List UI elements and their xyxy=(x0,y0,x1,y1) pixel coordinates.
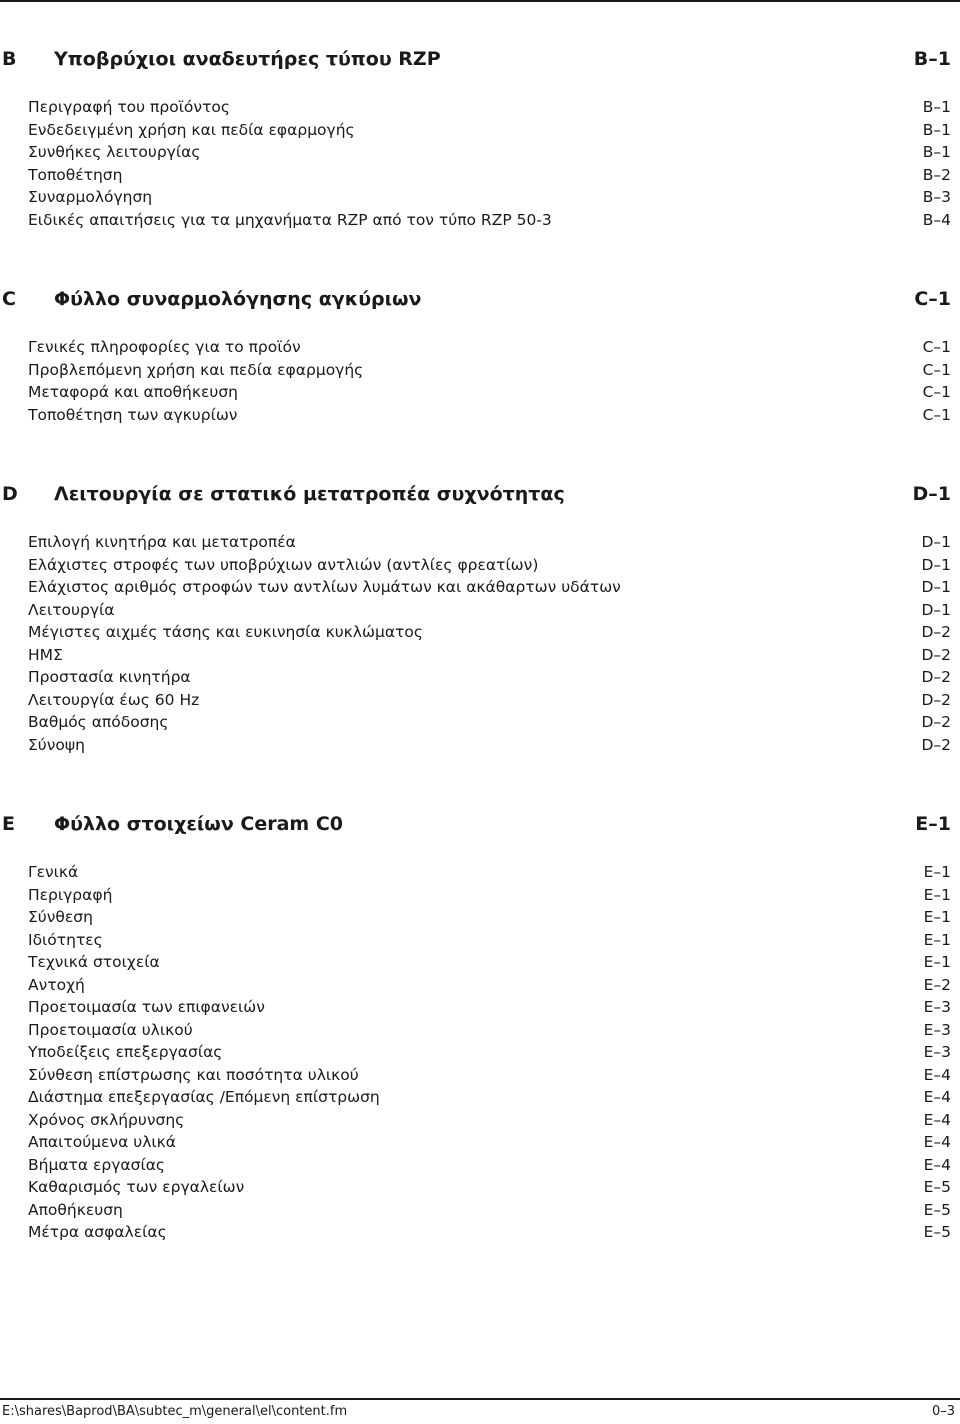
toc-entry-title: Σύνοψη xyxy=(28,735,85,754)
toc-entry-page: E–2 xyxy=(923,975,951,994)
section-title: Λειτουργία σε στατικό μετατροπέα συχνότητας xyxy=(54,483,565,505)
toc-entry[interactable] xyxy=(0,1064,960,1087)
toc-entry[interactable] xyxy=(0,141,960,164)
toc-entry[interactable] xyxy=(0,186,960,209)
footer-page-number: 0–3 xyxy=(931,1404,955,1419)
toc-entry[interactable] xyxy=(0,689,960,712)
toc-entry-page: E–5 xyxy=(923,1178,951,1196)
toc-entry-title: Ελάχιστες στροφές των υποβρύχιων αντλιών (αντλίες φρεατίων) xyxy=(28,555,539,574)
section-header[interactable] xyxy=(0,479,960,513)
toc-entry[interactable] xyxy=(0,621,960,644)
toc-entry-title: Ελάχιστος αριθμός στροφών των αντλίων λυμάτων και ακάθαρτων υδάτων xyxy=(28,578,621,596)
toc-entry-title: Γενικές πληροφορίες για το προϊόν xyxy=(28,338,301,356)
toc-entry-list xyxy=(0,336,960,426)
toc-entry-title: Καθαρισμός των εργαλείων xyxy=(28,1178,245,1196)
toc-entry-page: B–3 xyxy=(922,188,951,206)
toc-entry-page: D–2 xyxy=(921,623,951,641)
toc-entry-page: E–1 xyxy=(923,885,951,904)
section-title: Φύλλο συναρμολόγησης αγκύριων xyxy=(54,288,422,310)
toc-entry-page: B–2 xyxy=(922,165,951,184)
section-page-number: C–1 xyxy=(914,288,951,310)
footer-file-path: E:\shares\Baprod\BA\subtec_m\general\el\content.fm xyxy=(2,1404,348,1419)
section-page-number: D–1 xyxy=(912,483,951,505)
toc-entry[interactable] xyxy=(0,1131,960,1154)
toc-entry[interactable] xyxy=(0,576,960,599)
section-title: Υποβρύχιοι αναδευτήρες τύπου RZP xyxy=(54,48,441,70)
toc-entry[interactable] xyxy=(0,861,960,884)
toc-entry-page: D–1 xyxy=(921,555,951,574)
toc-entry-title: Λειτουργία xyxy=(28,600,115,619)
toc-entry-title: Συναρμολόγηση xyxy=(28,188,153,206)
toc-entry-page: C–1 xyxy=(922,360,951,379)
section-header[interactable] xyxy=(0,809,960,843)
toc-entry-page: D–1 xyxy=(921,578,951,596)
toc-entry-page: E–1 xyxy=(923,953,951,971)
toc-entry-page: E–4 xyxy=(923,1088,951,1106)
toc-entry-title: Μέγιστες αιχμές τάσης και ευκινησία κυκλώματος xyxy=(28,623,423,641)
toc-entry-page: E–4 xyxy=(923,1155,951,1174)
toc-entry-list xyxy=(0,531,960,756)
toc-entry[interactable] xyxy=(0,1154,960,1177)
toc-entry-title: Χρόνος σκλήρυνσης xyxy=(28,1110,185,1129)
section-page-number: B–1 xyxy=(913,48,951,70)
toc-entry[interactable] xyxy=(0,644,960,667)
footer-rule xyxy=(0,1398,960,1400)
toc-entry-title: Μεταφορά και αποθήκευση xyxy=(28,383,238,401)
section-page-number: E–1 xyxy=(915,813,951,835)
toc-entry-page: E–1 xyxy=(923,908,951,926)
toc-entry-title: ΗΜΣ xyxy=(28,645,63,664)
toc-entry[interactable] xyxy=(0,951,960,974)
toc-entry-title: Βήματα εργασίας xyxy=(28,1155,166,1174)
toc-entry-page: B–4 xyxy=(922,210,951,229)
toc-entry[interactable] xyxy=(0,381,960,404)
toc-entry-page: E–4 xyxy=(923,1133,951,1151)
toc-section-b xyxy=(0,44,960,231)
toc-entry-page: D–2 xyxy=(921,735,951,754)
toc-entry-title: Ενδεδειγμένη χρήση και πεδία εφαρμογής xyxy=(28,120,355,139)
toc-entry-page: E–5 xyxy=(923,1223,951,1241)
toc-entry-title: Προστασία κινητήρα xyxy=(28,668,191,686)
toc-entry-title: Διάστημα επεξεργασίας /Επόμενη επίστρωση xyxy=(28,1088,380,1106)
toc-entry-page: D–2 xyxy=(921,690,951,709)
toc-section-e xyxy=(0,809,960,1244)
toc-entry[interactable] xyxy=(0,974,960,997)
toc-entry-page: C–1 xyxy=(922,383,951,401)
toc-entry[interactable] xyxy=(0,1019,960,1042)
toc-entry[interactable] xyxy=(0,1041,960,1064)
toc-entry-title: Λειτουργία έως 60 Hz xyxy=(28,690,200,709)
toc-entry-title: Σύνθεση xyxy=(28,908,93,926)
section-letter: B xyxy=(2,48,17,70)
toc-entry[interactable] xyxy=(0,1086,960,1109)
toc-entry[interactable] xyxy=(0,1199,960,1222)
toc-entry-page: D–2 xyxy=(921,668,951,686)
toc-entry[interactable] xyxy=(0,1109,960,1132)
toc-entry[interactable] xyxy=(0,734,960,757)
toc-entry-page: B–1 xyxy=(922,120,951,139)
toc-entry-page: E–1 xyxy=(923,863,951,881)
toc-entry-page: C–1 xyxy=(922,405,951,424)
toc-entry-title: Μέτρα ασφαλείας xyxy=(28,1223,167,1241)
toc-entry-page: B–1 xyxy=(922,98,951,116)
toc-entry-page: D–1 xyxy=(921,533,951,551)
toc-entry-page: E–3 xyxy=(923,998,951,1016)
section-title: Φύλλο στοιχείων Ceram C0 xyxy=(54,813,343,835)
toc-entry-title: Περιγραφή του προϊόντος xyxy=(28,98,230,116)
toc-entry-list xyxy=(0,861,960,1244)
section-header[interactable] xyxy=(0,44,960,78)
toc-entry[interactable] xyxy=(0,554,960,577)
toc-entry-page: C–1 xyxy=(922,338,951,356)
toc-entry[interactable] xyxy=(0,531,960,554)
toc-entry-page: D–1 xyxy=(921,600,951,619)
toc-entry-title: Προετοιμασία υλικού xyxy=(28,1020,193,1039)
toc-entry-title: Βαθμός απόδοσης xyxy=(28,713,169,731)
toc-section-c xyxy=(0,284,960,426)
toc-entry-title: Σύνθεση επίστρωσης και ποσότητα υλικού xyxy=(28,1065,359,1084)
page-footer xyxy=(0,1404,960,1422)
toc-entry[interactable] xyxy=(0,711,960,734)
toc-entry-title: Τοποθέτηση xyxy=(28,165,123,184)
top-rule xyxy=(0,0,960,2)
toc-entry-page: B–1 xyxy=(922,143,951,161)
toc-entry[interactable] xyxy=(0,666,960,689)
toc-entry[interactable] xyxy=(0,1176,960,1199)
toc-entry[interactable] xyxy=(0,906,960,929)
toc-entry[interactable] xyxy=(0,336,960,359)
toc-entry[interactable] xyxy=(0,884,960,907)
toc-entry[interactable] xyxy=(0,1221,960,1244)
toc-entry-title: Αντοχή xyxy=(28,975,85,994)
toc-entry-title: Ιδιότητες xyxy=(28,930,103,949)
toc-entry-title: Απαιτούμενα υλικά xyxy=(28,1133,176,1151)
toc-entry-list xyxy=(0,96,960,231)
toc-section-d xyxy=(0,479,960,756)
toc-entry-page: E–3 xyxy=(923,1043,951,1061)
section-letter: E xyxy=(2,813,15,835)
toc-entry[interactable] xyxy=(0,359,960,382)
toc-entry[interactable] xyxy=(0,209,960,232)
toc-entry-title: Περιγραφή xyxy=(28,885,113,904)
toc-entry-title: Γενικά xyxy=(28,863,79,881)
toc-entry-title: Επιλογή κινητήρα και μετατροπέα xyxy=(28,533,296,551)
toc-entry-title: Τεχνικά στοιχεία xyxy=(28,953,160,971)
toc-entry[interactable] xyxy=(0,996,960,1019)
toc-entry-title: Συνθήκες λειτουργίας xyxy=(28,143,201,161)
toc-entry[interactable] xyxy=(0,599,960,622)
toc-entry-page: D–2 xyxy=(921,645,951,664)
toc-entry[interactable] xyxy=(0,404,960,427)
toc-entry-page: E–4 xyxy=(923,1065,951,1084)
toc-entry[interactable] xyxy=(0,164,960,187)
section-letter: D xyxy=(2,483,18,505)
toc-entry-page: E–4 xyxy=(923,1110,951,1129)
toc-entry-page: E–3 xyxy=(923,1020,951,1039)
section-letter: C xyxy=(2,288,16,310)
toc-entry-page: D–2 xyxy=(921,713,951,731)
toc-entry-title: Ειδικές απαιτήσεις για τα μηχανήματα RZP από τον τύπο RZP 50-3 xyxy=(28,210,552,229)
toc-entry-title: Προετοιμασία των επιφανειών xyxy=(28,998,265,1016)
toc-entry-title: Αποθήκευση xyxy=(28,1200,123,1219)
section-header[interactable] xyxy=(0,284,960,318)
toc-entry-title: Υποδείξεις επεξεργασίας xyxy=(28,1043,223,1061)
toc-entry[interactable] xyxy=(0,96,960,119)
toc-entry-title: Προβλεπόμενη χρήση και πεδία εφαρμογής xyxy=(28,360,364,379)
toc-entry[interactable] xyxy=(0,119,960,142)
toc-entry-page: E–5 xyxy=(923,1200,951,1219)
toc-entry[interactable] xyxy=(0,929,960,952)
toc-entry-title: Τοποθέτηση των αγκυρίων xyxy=(28,405,238,424)
toc-entry-page: E–1 xyxy=(923,930,951,949)
